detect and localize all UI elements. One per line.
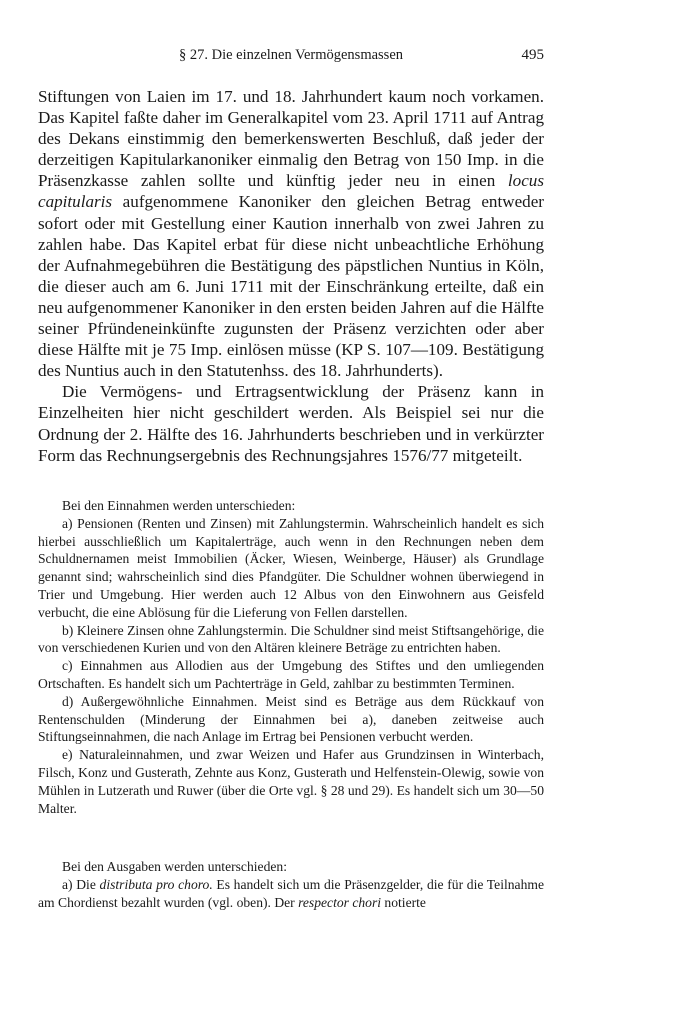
main-text <box>38 86 544 466</box>
income-item-b: b) Kleinere Zinsen ohne Zahlungstermin. Die Schuldner sind meist Stiftsangehörige, die von verschiedenen Kurien und von den Altären kleinere Beträge zu entrichten haben. <box>38 622 544 656</box>
text-run: notierte <box>381 894 426 910</box>
income-item-d: d) Außergewöhnliche Einnahmen. Meist sind es Beträge aus dem Rückkauf von Rentenschulden (Minderung der Einnahmen bei a), daneben zeitweise auch Stiftungseinnahmen, die nach Anlage im Ertrag bei Pensionen verbucht werden. <box>38 693 544 745</box>
italic-term: distributa pro choro. <box>99 876 213 892</box>
section-title: § 27. Die einzelnen Vermögensmassen <box>178 47 404 63</box>
income-item-a: a) Pensionen (Renten und Zinsen) mit Zahlungstermin. Wahrscheinlich handelt es sich hierbei ausschließlich um Kapitalerträge, auch wenn in den Rechnungen neben dem Schuldnernamen meist Immobilien (Äcker, Wiesen, Weinberge, Häuser) als Grundlage genannt sind; wahrscheinlich sind dies Pfandgüter. Die Schuldner wohnen überwiegend in Trier und Umgebung. Hier werden auch 12 Albus von den Einwohnern aus Geisfeld verbucht, die eine Ablösung für die Lieferung von Fellen darstellen. <box>38 515 544 620</box>
income-heading: Bei den Einnahmen werden unterschieden: <box>62 498 296 513</box>
text-run: a) Die <box>62 876 100 892</box>
income-item-e: e) Naturaleinnahmen, und zwar Weizen und Hafer aus Grundzinsen in Winterbach, Filsch, Konz und Gusterath, Zehnte aus Konz, Gusterath und Helfenstein-Olewig, sowie von Mühlen in Lutzerath und Ruwer (über die Orte vgl. § 28 und 29). Es handelt sich um 30—50 Malter. <box>38 747 544 816</box>
income-section <box>38 497 544 817</box>
italic-term: locus capitularis <box>38 171 544 212</box>
paragraph: Die Vermögens- und Ertragsentwicklung der Präsenz kann in Einzelheiten hier nicht geschildert werden. Als Beispiel sei nur die Ordnung der 2. Hälfte des 16. Jahrhunderts beschrieben und in verkürzter Form das Rechnungsergebnis des Rechnungsjahres 1576/77 mitgeteilt. <box>38 382 544 465</box>
text-run: Es handelt sich um die Präsenzgelder, die für die Teilnahme am Chordienst bezahlt wurden (vgl. oben). Der <box>38 876 544 910</box>
expenses-item-a <box>38 876 544 912</box>
italic-term: respector chori <box>298 894 382 910</box>
expenses-heading: Bei den Ausgaben werden unterschieden: <box>62 859 287 874</box>
paragraph <box>38 86 544 381</box>
expenses-section <box>38 858 544 911</box>
running-header <box>38 47 544 67</box>
text-run: Stiftungen von Laien im 17. und 18. Jahrhundert kaum noch vorkamen. Das Kapitel faßte daher im Generalkapitel vom 23. April 1711 auf Antrag des Dekans einstimmig den bemerkenswerten Beschluß, daß jeder der derzeitigen Kapitularkanoniker einmalig den Betrag von 150 Imp. in die Präsenzkasse zahlen sollte und künftig jeder neu in einen <box>38 87 544 191</box>
income-item-c: c) Einnahmen aus Allodien aus der Umgebung des Stiftes und den umliegenden Ortschaften. Es handelt sich um Pachterträge in Geld, zahlbar zu bestimmten Terminen. <box>38 658 544 691</box>
page-number: 495 <box>521 47 544 63</box>
text-run: aufgenommene Kanoniker den gleichen Betrag entweder sofort oder mit Gestellung einer Kaution innerhalb von zwei Jahren zu zahlen habe. Das Kapitel erbat für diese nicht unbeachtliche Erhöhung der Aufnahmegebühren die Bestätigung des päpstlichen Nuntius in Köln, die dieser auch am 6. Juni 1711 mit der Einschränkung erteilte, daß ein neu aufgenommener Kanoniker in den ersten beiden Jahren auf die Hälfte seiner Pfründeneinkünfte zugunsten der Präsenz verzichten oder aber diese Hälfte mit je 75 Imp. einlösen müsse (KP S. 107—109. Bestätigung des Nuntius auch in den Statutenhss. des 18. Jahrhunderts). <box>38 192 544 381</box>
